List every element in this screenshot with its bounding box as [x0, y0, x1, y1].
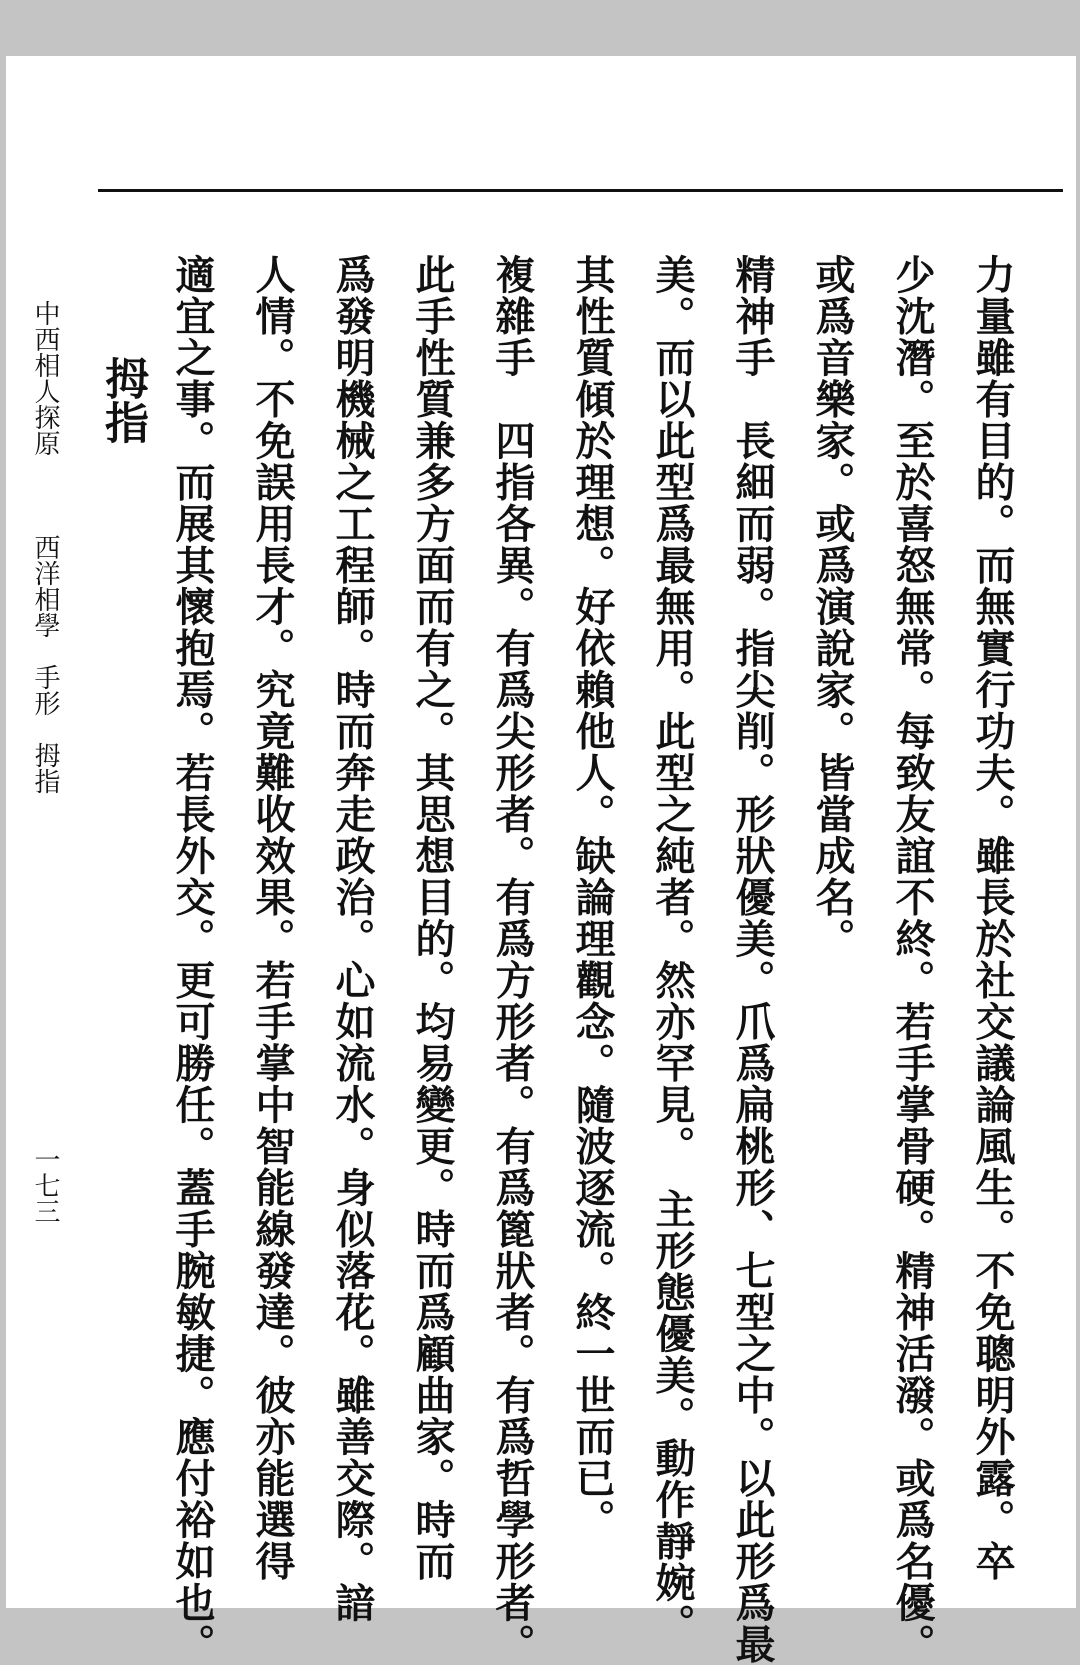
- text-column-8: 此手性質兼多方面而有之。其思想目的。均易變更。時而爲顧曲家。時而: [409, 254, 456, 1582]
- margin-book-title: 中西相人探原: [30, 300, 60, 456]
- text-column-7: 複雜手 四指各異。有爲尖形者。有爲方形者。有爲篦狀者。有爲哲學形者。: [489, 254, 536, 1665]
- header-rule: [98, 189, 1063, 192]
- text-column-11: 適宜之事。而展其懷抱焉。若長外交。更可勝任。蓋手腕敏捷。應付裕如也。: [169, 254, 216, 1665]
- text-column-6: 其性質傾於理想。好依賴他人。缺論理觀念。隨波逐流。終一世而已。: [569, 254, 616, 1541]
- text-column-3: 或爲音樂家。或爲演說家。皆當成名。: [809, 254, 856, 960]
- book-page: [6, 56, 1076, 1665]
- margin-section: 西洋相學 手形 拇指: [30, 534, 60, 794]
- text-column-9: 爲發明機械之工程師。時而奔走政治。心如流水。身似落花。雖善交際。諳: [329, 254, 376, 1624]
- text-column-2: 少沈潛。至於喜怒無常。每致友誼不終。若手掌骨硬。精神活潑。或爲名優。: [889, 254, 936, 1665]
- section-heading: 拇指: [97, 356, 148, 444]
- page-number: 一七三: [30, 1146, 60, 1224]
- text-column-4: 精神手 長細而弱。指尖削。形狀優美。爪爲扁桃形、七型之中。以此形爲最: [729, 254, 776, 1665]
- text-column-1: 力量雖有目的。而無實行功夫。雖長於社交議論風生。不免聰明外露。卒: [969, 254, 1016, 1582]
- text-column-10: 人情。不免誤用長才。究竟難收效果。若手掌中智能線發達。彼亦能選得: [249, 254, 296, 1582]
- text-column-5: 美。而以此型爲最無用。此型之純者。然亦罕見。 主形態優美。動作靜婉。: [649, 254, 696, 1645]
